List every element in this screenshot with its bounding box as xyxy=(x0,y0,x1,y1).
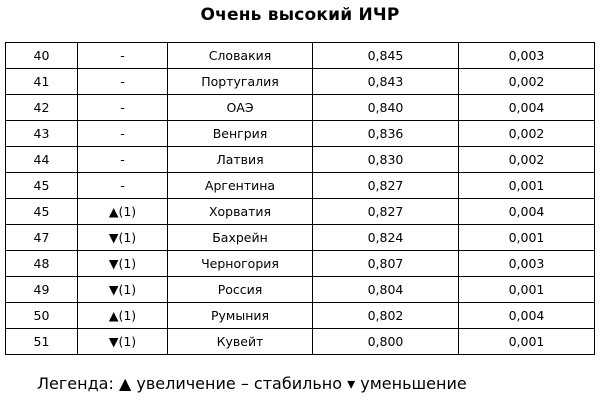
table-row xyxy=(6,173,595,199)
rank-cell: 42 xyxy=(6,95,78,121)
country-cell: Португалия xyxy=(168,69,313,95)
hdi-cell: 0,830 xyxy=(313,147,459,173)
rank-cell: 49 xyxy=(6,277,78,303)
country-cell: Кувейт xyxy=(168,329,313,355)
table-row xyxy=(6,121,595,147)
country-cell: ОАЭ xyxy=(168,95,313,121)
rank-cell: 40 xyxy=(6,43,78,69)
table-row xyxy=(6,69,595,95)
country-cell: Латвия xyxy=(168,147,313,173)
rank-cell: 44 xyxy=(6,147,78,173)
hdi-cell: 0,804 xyxy=(313,277,459,303)
growth-cell: 0,001 xyxy=(459,277,595,303)
legend-stable-text: стабильно xyxy=(253,374,342,393)
dash-icon: – xyxy=(240,374,249,393)
growth-cell: 0,004 xyxy=(459,199,595,225)
rank-cell: 47 xyxy=(6,225,78,251)
table-row xyxy=(6,43,595,69)
growth-cell: 0,004 xyxy=(459,95,595,121)
legend-label: Легенда: xyxy=(37,374,114,393)
change-cell: ▲(1) xyxy=(78,199,168,225)
country-cell: Словакия xyxy=(168,43,313,69)
growth-cell: 0,002 xyxy=(459,147,595,173)
growth-cell: 0,002 xyxy=(459,121,595,147)
table-row xyxy=(6,147,595,173)
rank-cell: 45 xyxy=(6,173,78,199)
country-cell: Венгрия xyxy=(168,121,313,147)
hdi-cell: 0,843 xyxy=(313,69,459,95)
change-cell: - xyxy=(78,147,168,173)
legend-down-text: уменьшение xyxy=(360,374,467,393)
change-cell: - xyxy=(78,173,168,199)
change-cell: - xyxy=(78,95,168,121)
change-cell: ▼(1) xyxy=(78,277,168,303)
hdi-table xyxy=(5,42,595,355)
rank-cell: 50 xyxy=(6,303,78,329)
hdi-cell: 0,827 xyxy=(313,199,459,225)
table-row xyxy=(6,329,595,355)
table-row xyxy=(6,199,595,225)
legend xyxy=(37,374,467,393)
down-triangle-icon: ▾ xyxy=(347,374,356,393)
hdi-cell: 0,836 xyxy=(313,121,459,147)
country-cell: Россия xyxy=(168,277,313,303)
change-cell: ▼(1) xyxy=(78,251,168,277)
country-cell: Аргентина xyxy=(168,173,313,199)
rank-cell: 43 xyxy=(6,121,78,147)
change-cell: - xyxy=(78,43,168,69)
growth-cell: 0,003 xyxy=(459,43,595,69)
table-row xyxy=(6,251,595,277)
growth-cell: 0,001 xyxy=(459,329,595,355)
hdi-cell: 0,845 xyxy=(313,43,459,69)
rank-cell: 41 xyxy=(6,69,78,95)
growth-cell: 0,003 xyxy=(459,251,595,277)
table-row xyxy=(6,277,595,303)
change-cell: - xyxy=(78,121,168,147)
rank-cell: 45 xyxy=(6,199,78,225)
hdi-cell: 0,802 xyxy=(313,303,459,329)
country-cell: Черногория xyxy=(168,251,313,277)
change-cell: - xyxy=(78,69,168,95)
hdi-cell: 0,807 xyxy=(313,251,459,277)
hdi-cell: 0,800 xyxy=(313,329,459,355)
country-cell: Хорватия xyxy=(168,199,313,225)
growth-cell: 0,002 xyxy=(459,69,595,95)
growth-cell: 0,004 xyxy=(459,303,595,329)
hdi-cell: 0,840 xyxy=(313,95,459,121)
page-title: Очень высокий ИЧР xyxy=(200,5,400,25)
hdi-cell: 0,824 xyxy=(313,225,459,251)
hdi-cell: 0,827 xyxy=(313,173,459,199)
up-triangle-icon: ▲ xyxy=(118,374,132,393)
table-row xyxy=(6,225,595,251)
legend-up-text: увеличение xyxy=(136,374,236,393)
table-row xyxy=(6,303,595,329)
change-cell: ▼(1) xyxy=(78,225,168,251)
change-cell: ▲(1) xyxy=(78,303,168,329)
country-cell: Румыния xyxy=(168,303,313,329)
rank-cell: 48 xyxy=(6,251,78,277)
table-row xyxy=(6,95,595,121)
country-cell: Бахрейн xyxy=(168,225,313,251)
change-cell: ▼(1) xyxy=(78,329,168,355)
rank-cell: 51 xyxy=(6,329,78,355)
growth-cell: 0,001 xyxy=(459,225,595,251)
growth-cell: 0,001 xyxy=(459,173,595,199)
